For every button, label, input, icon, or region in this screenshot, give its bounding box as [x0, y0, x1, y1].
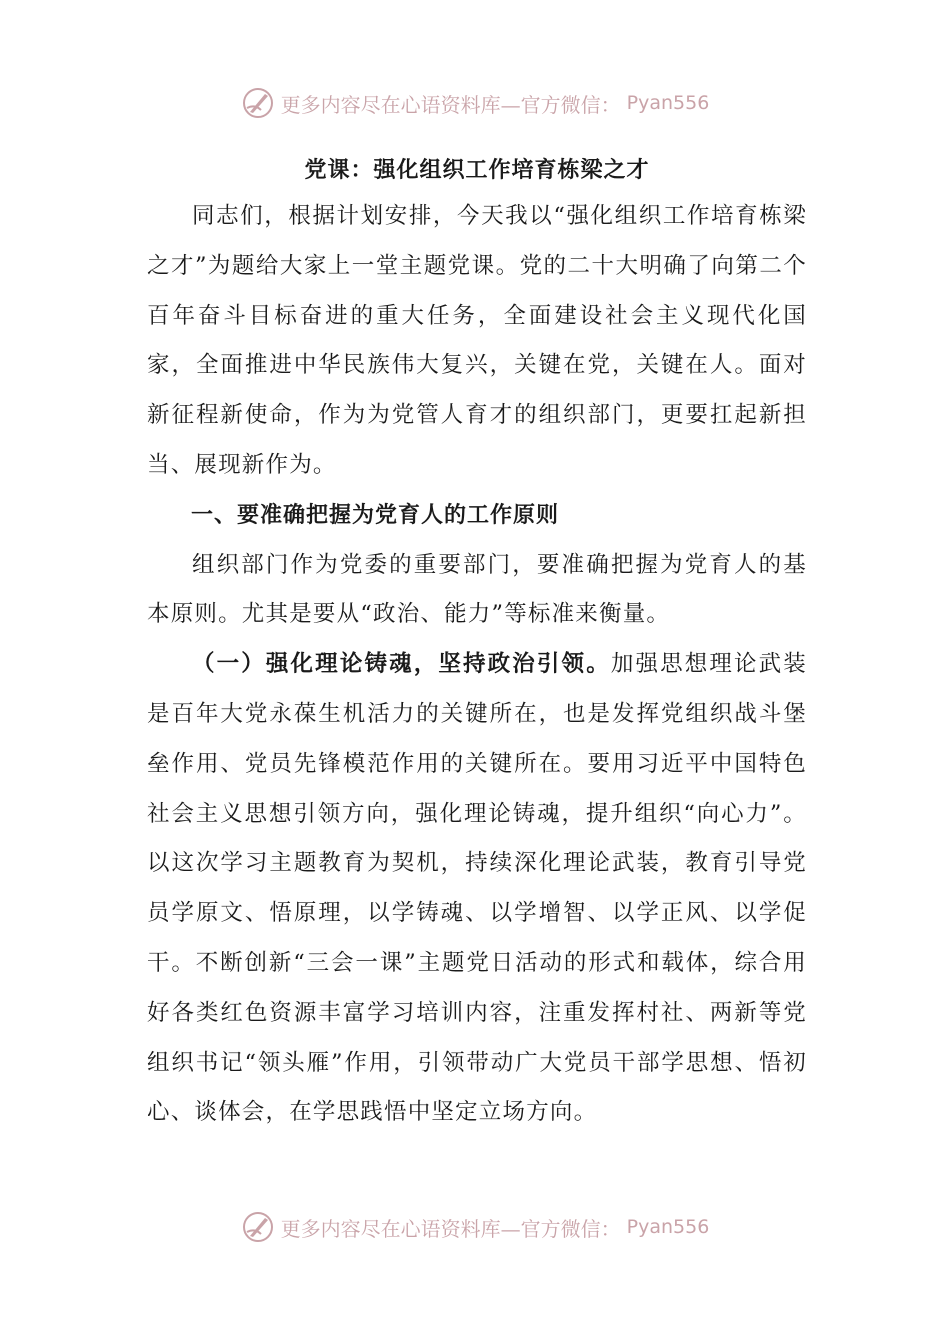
document-body: [147, 148, 807, 1138]
watermark-wechat-id: Pyan556: [626, 92, 710, 114]
watermark-wechat-id: Pyan556: [626, 1216, 710, 1238]
section-1-paragraph: 组织部门作为党委的重要部门，要准确把握为党育人的基本原则。尤其是要从“政治、能力”等标准来衡量。: [147, 551, 807, 628]
quill-logo-icon: [241, 1210, 275, 1244]
header-watermark: [0, 86, 950, 120]
subsection-1-paragraph: [147, 640, 807, 1138]
watermark-text: 更多内容尽在心语资料库—官方微信：: [280, 92, 621, 117]
footer-watermark: [0, 1210, 950, 1244]
section-1-heading: 一、要准确把握为党育人的工作原则: [191, 501, 560, 528]
watermark-text: 更多内容尽在心语资料库—官方微信：: [280, 1216, 621, 1241]
document-title: 党课：强化组织工作培育栋梁之才: [304, 157, 650, 183]
intro-paragraph: 同志们，根据计划安排，今天我以“强化组织工作培育栋梁之才”为题给大家上一堂主题党课。党的二十大明确了向第二个百年奋斗目标奋进的重大任务，全面建设社会主义现代化国家，全面推进中华民族伟大复兴，关键在党，关键在人。面对新征程新使命，作为为党管人育才的组织部门，更要扛起新担当、展现新作为。: [147, 203, 807, 478]
quill-logo-icon: [241, 86, 275, 120]
subsection-1-lead: （一）强化理论铸魂，坚持政治引领。: [192, 651, 611, 678]
subsection-1-body: 加强思想理论武装是百年大党永葆生机活力的关键所在，也是发挥党组织战斗堡垒作用、党员先锋模范作用的关键所在。要用习近平中国特色社会主义思想引领方向，强化理论铸魂，提升组织“向心力”。以这次学习主题教育为契机，持续深化理论武装，教育引导党员学原文、悟原理，以学铸魂、以学增智、以学正风、以学促干。不断创新“三会一课”主题党日活动的形式和载体，综合用好各类红色资源丰富学习培训内容，注重发挥村社、两新等党组织书记“领头雁”作用，引领带动广大党员干部学思想、悟初心、谈体会，在学思践悟中坚定立场方向。: [147, 651, 807, 1126]
